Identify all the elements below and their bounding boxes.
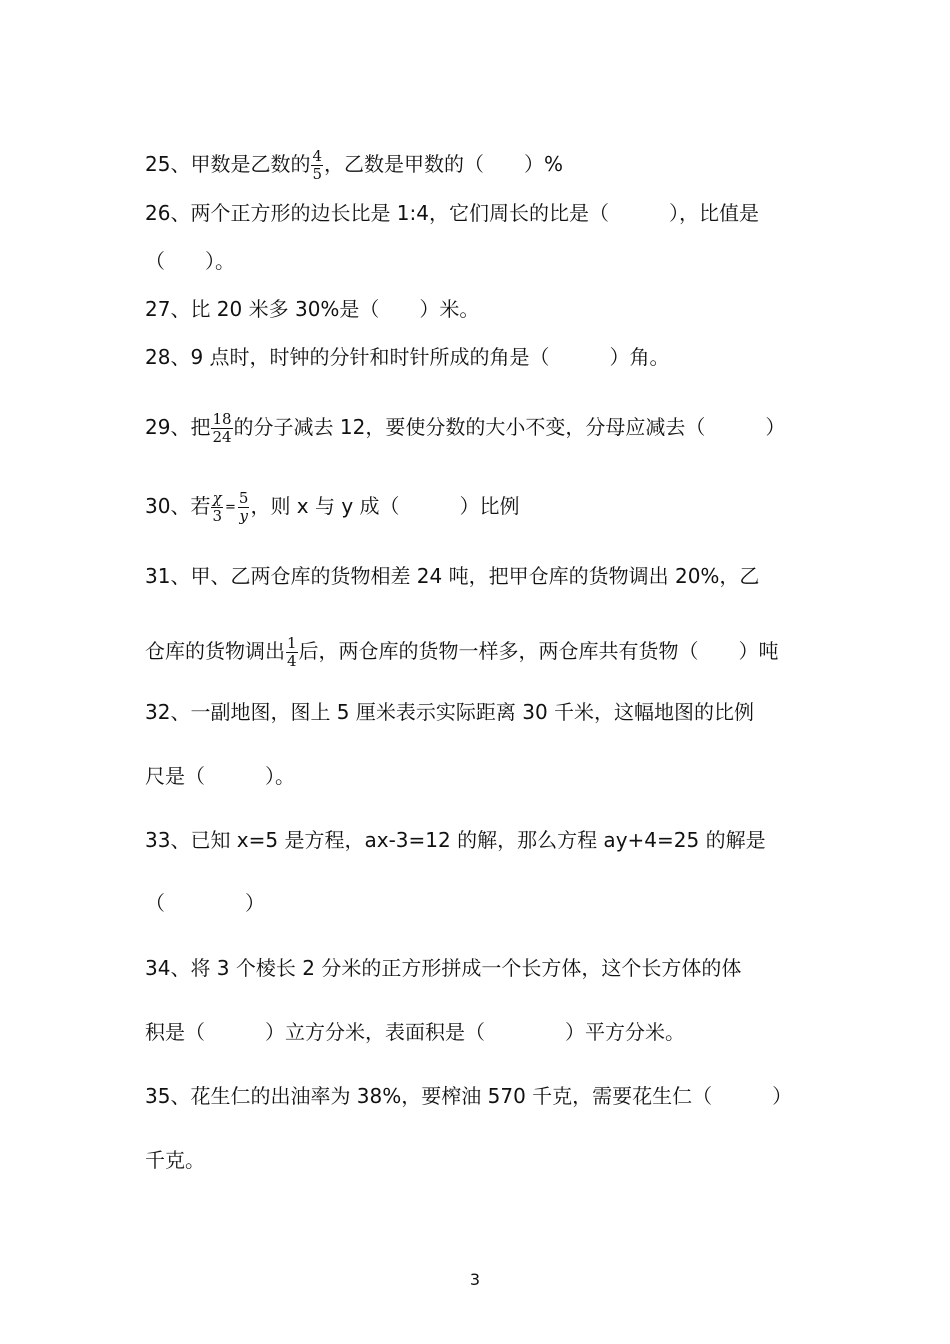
q33-line2: （ ）	[145, 891, 265, 915]
fraction: $\frac{\chi}{3}$	[212, 489, 222, 525]
q29: 29、把 $\frac{18}{24}$ 的分子减去 12，要使分数的大小不变，分母应减去（ ）	[145, 410, 786, 446]
q27: 27、比 20 米多 30%是（ ）米。	[145, 297, 480, 321]
q26-line2: （ ）。	[145, 249, 235, 273]
page-number: 3	[469, 1270, 481, 1289]
q31-line1: 31、甲、乙两仓库的货物相差 24 吨，把甲仓库的货物调出 20%，乙	[145, 564, 760, 588]
q33-line1: 33、已知 x=5 是方程，ax-3=12 的解，那么方程 ay+4=25 的解是	[145, 828, 766, 852]
q34-line1: 34、将 3 个棱长 2 分米的正方形拼成一个长方体，这个长方体的体	[145, 956, 742, 980]
fraction: $\frac{5}{y}$	[238, 489, 249, 525]
q30: 30、若 $\frac{\chi}{3}$ = $\frac{5}{y}$ ，则 x 与 y 成（ ）比例	[145, 489, 520, 525]
q35-line2: 千克。	[145, 1148, 205, 1172]
q25: 25、甲数是乙数的 $\frac{4}{5}$ ，乙数是甲数的（ ）%	[145, 147, 564, 183]
q31-line2: 仓库的货物调出 $\frac{1}{4}$ 后，两仓库的货物一样多，两仓库共有货物（ ）吨	[145, 634, 779, 670]
q32-line1: 32、一副地图，图上 5 厘米表示实际距离 30 千米，这幅地图的比例	[145, 700, 755, 724]
q35-line1: 35、花生仁的出油率为 38%，要榨油 570 千克，需要花生仁（ ）	[145, 1084, 793, 1108]
fraction: $\frac{1}{4}$	[287, 634, 297, 670]
q34-line2: 积是（ ）立方分米，表面积是（ ）平方分米。	[145, 1020, 685, 1044]
q26-line1: 26、两个正方形的边长比是 1:4，它们周长的比是（ ），比值是	[145, 201, 759, 225]
q32-line2: 尺是（ ）。	[145, 764, 295, 788]
q28: 28、9 点时，时钟的分针和时针所成的角是（ ）角。	[145, 345, 670, 369]
fraction: $\frac{4}{5}$	[312, 147, 322, 183]
fraction: $\frac{18}{24}$	[212, 410, 232, 446]
